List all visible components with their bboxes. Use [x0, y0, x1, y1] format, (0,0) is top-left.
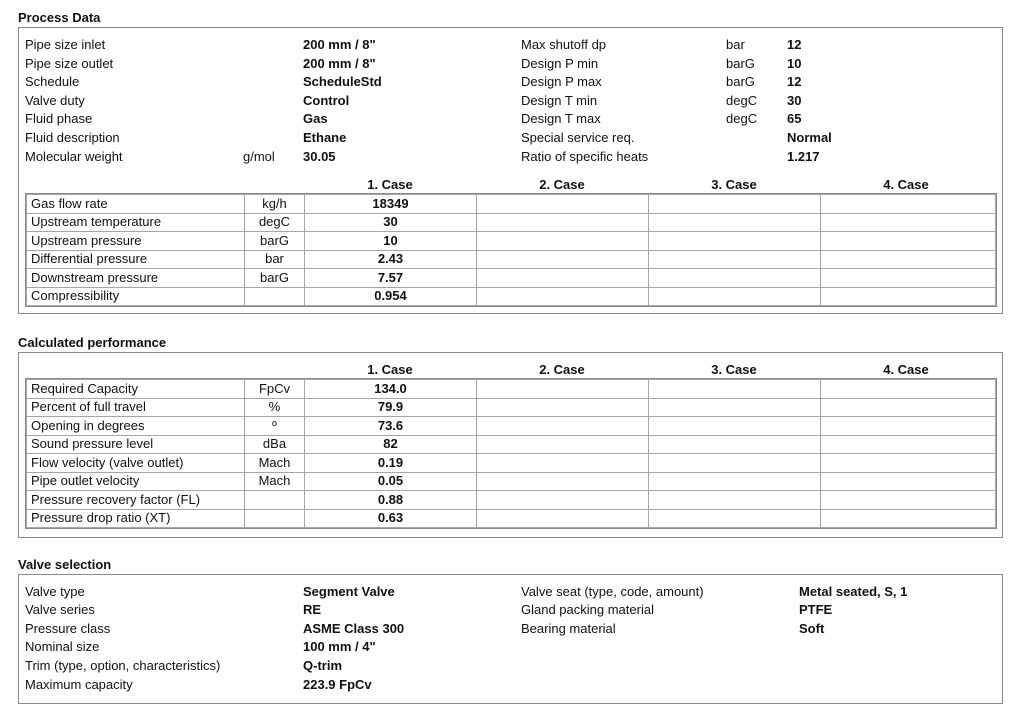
field-value: 65 [787, 111, 802, 126]
row-unit: barG [245, 232, 305, 251]
row-unit: kg/h [245, 195, 305, 214]
case-1-value: 73.6 [305, 417, 477, 436]
field-unit: barG [726, 56, 755, 71]
field-label: Valve series [25, 602, 95, 617]
field-value: 1.217 [787, 149, 820, 164]
row-unit: degC [245, 213, 305, 232]
field-unit: barG [726, 74, 755, 89]
row-label: Pipe outlet velocity [27, 472, 245, 491]
valve-selection-title: Valve selection [18, 557, 112, 572]
field-unit: g/mol [243, 149, 275, 164]
case-1-value: 134.0 [305, 380, 477, 399]
field-label: Design P min [521, 56, 599, 71]
row-unit: FpCv [245, 380, 305, 399]
row-label: Differential pressure [27, 250, 245, 269]
field-value: 30 [787, 93, 802, 108]
case-3-value [649, 269, 821, 288]
field-label: Ratio of specific heats [521, 149, 649, 164]
case-2-value [477, 232, 649, 251]
field-label: Max shutoff dp [521, 37, 607, 52]
case-1-value: 0.88 [305, 491, 477, 510]
performance-title: Calculated performance [18, 335, 167, 350]
case-1-value: 79.9 [305, 398, 477, 417]
row-unit: % [245, 398, 305, 417]
case-2-value [477, 509, 649, 528]
field-label: Pipe size inlet [25, 37, 106, 52]
row-label: Compressibility [27, 287, 245, 306]
field-label: Schedule [25, 74, 80, 89]
case-3-value [649, 417, 821, 436]
field-unit: bar [726, 37, 745, 52]
row-label: Pressure recovery factor (FL) [27, 491, 245, 510]
case-2-value [477, 250, 649, 269]
case-header: 2. Case [539, 362, 585, 377]
case-3-value [649, 232, 821, 251]
case-3-value [649, 213, 821, 232]
case-2-value [477, 380, 649, 399]
field-value: ScheduleStd [303, 74, 382, 89]
row-unit: º [245, 417, 305, 436]
field-label: Maximum capacity [25, 677, 133, 692]
field-unit: degC [726, 93, 758, 108]
field-value: PTFE [799, 602, 833, 617]
case-header: 1. Case [367, 362, 413, 377]
case-header: 3. Case [711, 177, 757, 192]
table-row [27, 232, 996, 251]
table-row [27, 380, 996, 399]
field-unit: degC [726, 111, 758, 126]
case-2-value [477, 287, 649, 306]
case-4-value [821, 509, 996, 528]
row-label: Sound pressure level [27, 435, 245, 454]
field-value: 200 mm / 8" [303, 56, 376, 71]
case-4-value [821, 417, 996, 436]
case-3-value [649, 380, 821, 399]
case-header: 1. Case [367, 177, 413, 192]
field-label: Valve type [25, 584, 85, 599]
row-unit: Mach [245, 454, 305, 473]
case-3-value [649, 287, 821, 306]
performance-panel [18, 352, 1003, 538]
case-2-value [477, 417, 649, 436]
case-3-value [649, 195, 821, 214]
field-label: Design P max [521, 74, 602, 89]
case-3-value [649, 398, 821, 417]
row-unit: barG [245, 269, 305, 288]
case-header: 4. Case [883, 177, 929, 192]
case-2-value [477, 454, 649, 473]
field-value: Q-trim [303, 658, 342, 673]
case-2-value [477, 435, 649, 454]
field-label: Fluid phase [25, 111, 93, 126]
field-value: Normal [787, 130, 832, 145]
case-2-value [477, 213, 649, 232]
case-4-value [821, 232, 996, 251]
field-label: Valve seat (type, code, amount) [521, 584, 704, 599]
field-label: Fluid description [25, 130, 120, 145]
case-2-value [477, 398, 649, 417]
table-row [27, 509, 996, 528]
case-header: 4. Case [883, 362, 929, 377]
process-data-title: Process Data [18, 10, 101, 25]
row-label: Downstream pressure [27, 269, 245, 288]
process-data-panel [18, 27, 1003, 314]
table-row [27, 454, 996, 473]
case-2-value [477, 269, 649, 288]
row-unit [245, 287, 305, 306]
field-label: Trim (type, option, characteristics) [25, 658, 221, 673]
case-header: 3. Case [711, 362, 757, 377]
row-label: Upstream temperature [27, 213, 245, 232]
case-3-value [649, 454, 821, 473]
table-row [27, 491, 996, 510]
case-2-value [477, 472, 649, 491]
case-4-value [821, 195, 996, 214]
case-3-value [649, 472, 821, 491]
row-label: Upstream pressure [27, 232, 245, 251]
field-label: Pipe size outlet [25, 56, 114, 71]
table-row [27, 269, 996, 288]
field-label: Gland packing material [521, 602, 654, 617]
table-row [27, 472, 996, 491]
case-4-value [821, 398, 996, 417]
case-1-value: 30 [305, 213, 477, 232]
table-row [27, 213, 996, 232]
case-1-value: 0.05 [305, 472, 477, 491]
table-row [27, 195, 996, 214]
row-unit: bar [245, 250, 305, 269]
case-1-value: 0.19 [305, 454, 477, 473]
case-4-value [821, 287, 996, 306]
case-2-value [477, 491, 649, 510]
field-value: Metal seated, S, 1 [799, 584, 908, 599]
field-value: Soft [799, 621, 825, 636]
case-1-value: 10 [305, 232, 477, 251]
row-label: Flow velocity (valve outlet) [27, 454, 245, 473]
field-value: Gas [303, 111, 328, 126]
field-value: Segment Valve [303, 584, 395, 599]
process-cases-table [26, 194, 996, 306]
row-label: Percent of full travel [27, 398, 245, 417]
case-3-value [649, 491, 821, 510]
field-value: 12 [787, 37, 802, 52]
field-label: Special service req. [521, 130, 635, 145]
case-4-value [821, 454, 996, 473]
case-4-value [821, 269, 996, 288]
case-1-value: 18349 [305, 195, 477, 214]
case-4-value [821, 472, 996, 491]
field-value: 10 [787, 56, 802, 71]
row-unit: Mach [245, 472, 305, 491]
case-1-value: 0.954 [305, 287, 477, 306]
row-label: Gas flow rate [27, 195, 245, 214]
row-unit [245, 491, 305, 510]
row-label: Pressure drop ratio (XT) [27, 509, 245, 528]
case-4-value [821, 435, 996, 454]
row-label: Required Capacity [27, 380, 245, 399]
field-value: 100 mm / 4" [303, 639, 376, 654]
case-4-value [821, 250, 996, 269]
table-row [27, 250, 996, 269]
field-label: Pressure class [25, 621, 111, 636]
case-1-value: 7.57 [305, 269, 477, 288]
field-value: 30.05 [303, 149, 336, 164]
case-4-value [821, 491, 996, 510]
field-label: Molecular weight [25, 149, 123, 164]
field-value: ASME Class 300 [303, 621, 405, 636]
field-label: Design T min [521, 93, 598, 108]
table-row [27, 417, 996, 436]
field-label: Bearing material [521, 621, 616, 636]
field-value: 223.9 FpCv [303, 677, 372, 692]
field-label: Design T max [521, 111, 601, 126]
case-1-value: 0.63 [305, 509, 477, 528]
field-value: Ethane [303, 130, 347, 145]
case-1-value: 82 [305, 435, 477, 454]
case-2-value [477, 195, 649, 214]
case-header: 2. Case [539, 177, 585, 192]
field-value: 12 [787, 74, 802, 89]
table-row [27, 287, 996, 306]
field-label: Valve duty [25, 93, 85, 108]
field-value: RE [303, 602, 322, 617]
field-value: 200 mm / 8" [303, 37, 376, 52]
case-1-value: 2.43 [305, 250, 477, 269]
row-unit: dBa [245, 435, 305, 454]
row-label: Opening in degrees [27, 417, 245, 436]
case-3-value [649, 250, 821, 269]
case-3-value [649, 435, 821, 454]
field-label: Nominal size [25, 639, 100, 654]
case-3-value [649, 509, 821, 528]
row-unit [245, 509, 305, 528]
field-value: Control [303, 93, 350, 108]
valve-selection-panel [18, 574, 1003, 704]
performance-table [26, 379, 996, 528]
table-row [27, 435, 996, 454]
table-row [27, 398, 996, 417]
case-4-value [821, 213, 996, 232]
case-4-value [821, 380, 996, 399]
